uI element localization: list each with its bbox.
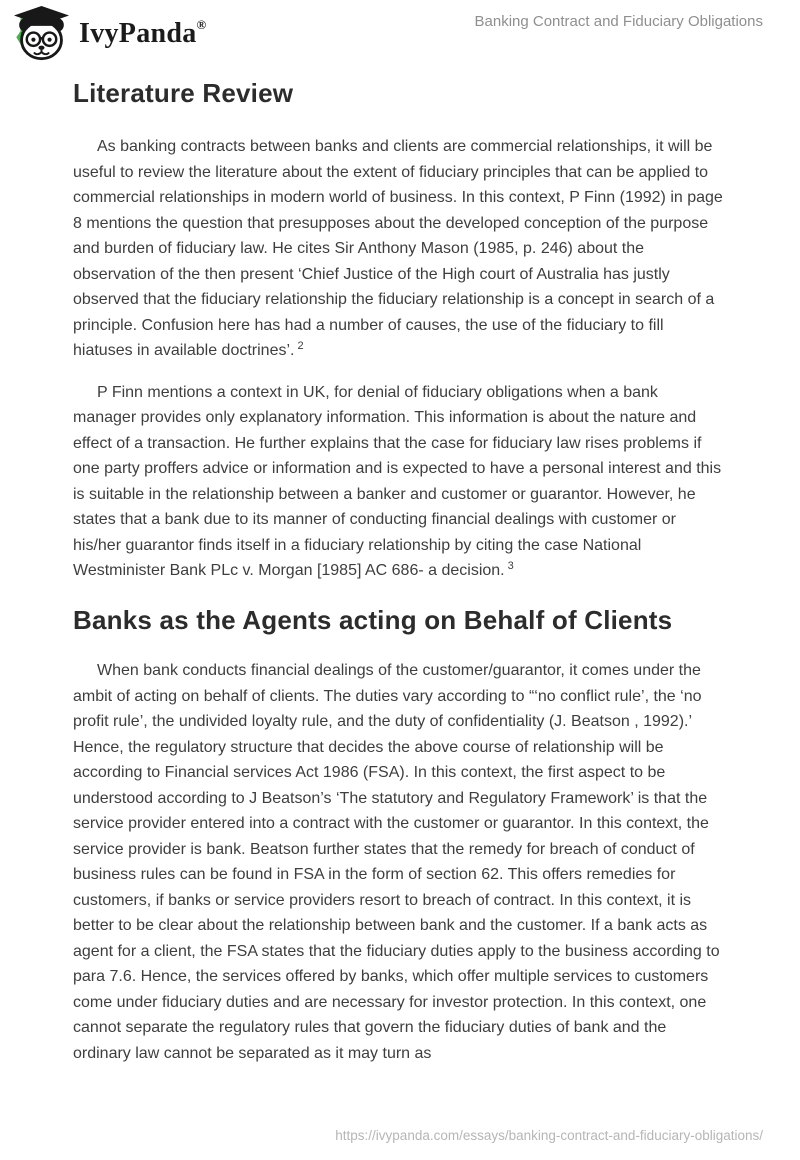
heading-banks-as-agents: Banks as the Agents acting on Behalf of Clients [73,604,673,635]
paragraph-1 [73,134,725,364]
paragraph-3-text: When bank conducts financial dealings of the customer/guarantor, it comes under the ambit of acting on behalf of clients. The duties vary according to “‘no conflict rule’, the ‘no profit rule’, the undivided loyalty rule, and the duty of confidentiality (J. Beatson , 1992).’ Hence, the regulatory structure that decides the above course of relationship will be according to Financial services Act 1986 (FSA). In this context, the first aspect to be understood according to J Beatson’s ‘The statutory and Regulatory Framework’ is that the service provider entered into a contract with the customer or guarantor. In this context, the service provider is bank. Beatson further states that the remedy for breach of conduct of business rules can be found in FSA in the form of section 62. This offers remedies for customers, if banks or service providers resort to breach of contract. In this context, it is better to be clear about the relationship between bank and the customer. If a bank acts as agent for a client, the FSA states that the fiduciary duties apply to the business according to para 7.6. Hence, the services offered by banks, which offer multiple services to customers come under fiduciary duties and are necessary for investor protection. In this context, one cannot separate the regulatory rules that govern the fiduciary duties of bank and the ordinary law cannot be separated as it may turn as [73,662,720,1062]
footnote-ref-3: 3 [507,559,514,572]
logo-wordmark: IvyPanda® [79,17,207,49]
heading-literature-review: Literature Review [73,78,294,108]
ivypanda-logo[interactable] [13,5,207,62]
registered-trademark-symbol: ® [196,17,207,32]
footnote-ref-2: 2 [297,339,304,352]
paragraph-3 [73,658,725,1066]
paragraph-1-text: As banking contracts between banks and clients are commercial relationships, it will be useful to review the literature about the extent of fiduciary principles that can be applied to commercial relationships in modern world of business. In this context, P Finn (1992) in page 8 mentions the question that presupposes about the developed conception of the purpose and burden of fiduciary law. He cites Sir Anthony Mason (1985, p. 246) about the observation of the then present ‘Chief Justice of the High court of Australia has justly observed that the fiduciary relationship the fiduciary relationship is a concept in search of a principle. Confusion here has had a number of causes, the use of the fiduciary to fill hiatuses in available doctrines’. [73,138,723,360]
paragraph-2-text: P Finn mentions a context in UK, for denial of fiduciary obligations when a bank manager provides only explanatory information. This information is about the nature and effect of a transaction. He further explains that the case for fiduciary law rises problems if one party proffers advice or information and is expected to have a personal interest and this is suitable in the relationship between a banker and customer or guarantor. However, he states that a bank due to its manner of conducting financial dealings with customer or his/her guarantor finds itself in a fiduciary relationship by citing the case National Westminister Bank PLc v. Morgan [1985] AC 686- a decision. [73,383,722,580]
paragraph-2 [73,380,725,584]
source-url-link[interactable]: https://ivypanda.com/essays/banking-contract-and-fiduciary-obligations/ [335,1128,763,1143]
panda-graduate-icon [13,5,70,62]
running-head-title: Banking Contract and Fiduciary Obligations [474,13,763,30]
essay-content [73,76,725,1082]
